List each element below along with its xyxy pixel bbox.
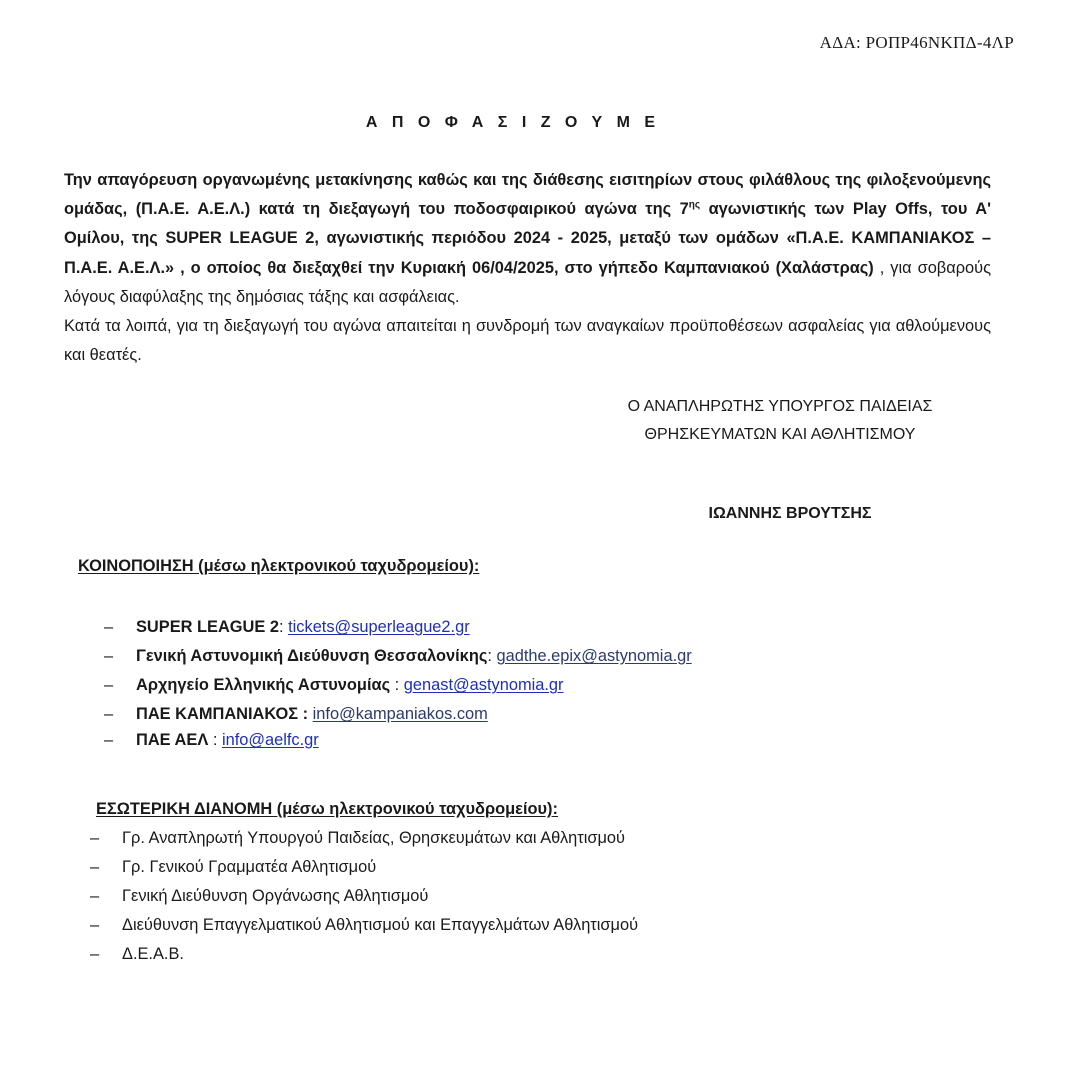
signer-title-line-1: Ο ΑΝΑΠΛΗΡΩΤΗΣ ΥΠΟΥΡΓΟΣ ΠΑΙΔΕΙΑΣ <box>627 398 933 415</box>
internal-item <box>90 825 638 854</box>
dash-bullet: – <box>104 705 114 723</box>
dash-bullet: – <box>104 731 114 749</box>
notification-list <box>104 614 692 756</box>
internal-recipient: Γρ. Γενικού Γραμματέα Αθλητισμού <box>122 858 377 876</box>
ordinal-superscript: ης <box>688 199 701 211</box>
notification-item <box>104 701 692 727</box>
internal-recipient: Δ.Ε.Α.Β. <box>122 945 184 963</box>
dash-bullet: – <box>90 916 100 934</box>
decision-bold-text-1: Την απαγόρευση οργανωμένης μετακίνησης καθώς και της διάθεσης εισιτηρίων στους φιλάθλους της φιλοξενούμενης ομάδας, (Π.Α.Ε. Α.Ε.Λ.) κατά τη διεξαγωγή του ποδοσφαιρικού αγώνα της 7 <box>64 171 991 219</box>
email-link[interactable]: genast@astynomia.gr <box>403 676 564 694</box>
dash-bullet: – <box>90 887 100 905</box>
decision-body <box>64 166 991 370</box>
email-link[interactable]: tickets@superleague2.gr <box>288 618 470 636</box>
recipient-org: SUPER LEAGUE 2 <box>136 618 279 636</box>
internal-item <box>90 941 638 970</box>
internal-distribution-list <box>90 825 638 970</box>
separator: : <box>390 676 404 694</box>
dash-bullet: – <box>104 676 114 694</box>
notification-item <box>104 614 692 643</box>
decision-tail-text: , για σοβαρούς λόγους διαφύλαξης της δημόσιας τάξης και ασφάλειας. <box>64 258 992 306</box>
email-link[interactable]: info@kampaniakos.com <box>312 705 488 723</box>
email-link[interactable]: gadthe.epix@astynomia.gr <box>496 647 692 665</box>
internal-recipient: Γενική Διεύθυνση Οργάνωσης Αθλητισμού <box>122 887 429 905</box>
dash-bullet: – <box>90 945 100 963</box>
internal-item <box>90 912 638 941</box>
decision-paragraph <box>64 166 991 312</box>
recipient-org: ΠΑΕ ΚΑΜΠΑΝΙΑΚΟΣ : <box>136 705 309 723</box>
recipient-org: ΠΑΕ ΑΕΛ <box>136 731 209 749</box>
internal-recipient: Διεύθυνση Επαγγελματικού Αθλητισμού και Επαγγελμάτων Αθλητισμού <box>122 916 639 934</box>
signer-name: ΙΩΑΝΝΗΣ ΒΡΟΥΤΣΗΣ <box>708 505 872 522</box>
notification-item <box>104 643 692 672</box>
decision-heading: Α Π Ο Φ Α Σ Ι Ζ Ο Υ Μ Ε <box>365 114 661 131</box>
internal-item <box>90 883 638 912</box>
notification-item <box>104 727 692 756</box>
signer-title <box>550 393 1010 449</box>
internal-item <box>90 854 638 883</box>
recipient-org: Γενική Αστυνομική Διεύθυνση Θεσσαλονίκης <box>136 647 488 665</box>
internal-distribution-title: ΕΣΩΤΕΡΙΚΗ ΔΙΑΝΟΜΗ (μέσω ηλεκτρονικού ταχυδρομείου): <box>96 800 558 818</box>
recipient-org: Αρχηγείο Ελληνικής Αστυνομίας <box>136 676 391 694</box>
dash-bullet: – <box>104 618 114 636</box>
dash-bullet: – <box>90 829 100 847</box>
signer-title-line-2: ΘΡΗΣΚΕΥΜΑΤΩΝ ΚΑΙ ΑΘΛΗΤΙΣΜΟΥ <box>644 426 916 443</box>
separator: : <box>487 647 497 665</box>
ada-code: ΑΔΑ: ΡΟΠΡ46ΝΚΠΔ-4ΛΡ <box>819 33 1014 52</box>
decision-paragraph-2: Κατά τα λοιπά, για τη διεξαγωγή του αγώνα απαιτείται η συνδρομή των αναγκαίων προϋποθέσεων ασφαλείας για αθλούμενους και θεατές. <box>64 317 991 365</box>
separator: : <box>208 731 222 749</box>
internal-recipient: Γρ. Αναπληρωτή Υπουργού Παιδείας, Θρησκευμάτων και Αθλητισμού <box>122 829 626 847</box>
decision-bold-text-2: αγωνιστικής των Play Offs, του Α' Ομίλου, της SUPER LEAGUE 2, αγωνιστικής περιόδου 2024 - 2025, μεταξύ των ομάδων «Π.Α.Ε. ΚΑΜΠΑΝΙΑΚΟΣ – Π.Α.Ε. Α.Ε.Λ.» , ο οποίος θα διεξαχθεί την Κυριακή 06/04/2025, στο γήπεδο Καμπανιακού (Χαλάστρας) <box>64 200 991 277</box>
notification-item <box>104 672 692 701</box>
email-link[interactable]: info@aelfc.gr <box>221 731 319 749</box>
notification-title: ΚΟΙΝΟΠΟΙΗΣΗ (μέσω ηλεκτρονικού ταχυδρομείου): <box>78 557 480 575</box>
dash-bullet: – <box>104 647 114 665</box>
dash-bullet: – <box>90 858 100 876</box>
separator: : <box>279 618 289 636</box>
